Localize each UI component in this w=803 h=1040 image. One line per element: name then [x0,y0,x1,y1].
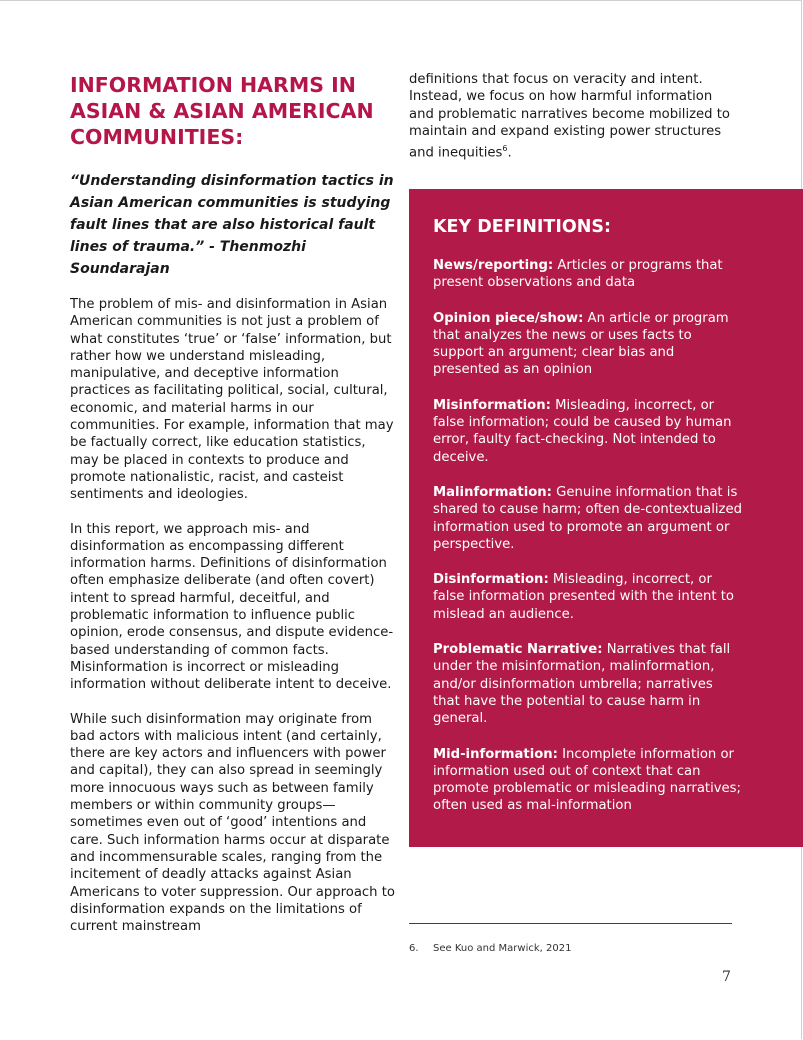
continued-paragraph-end: . [507,145,512,161]
definition-text: An article or program that analyzes the news or uses facts to support an argument; clear bias and presented as an opinion [433,310,729,378]
key-definitions-heading: KEY DEFINITIONS: [433,217,611,237]
page-number: 7 [722,969,731,985]
right-column [409,71,734,162]
definition-text: Articles or programs that present observations and data [433,258,723,291]
definition-item [433,397,743,466]
definition-term: Malinformation: [433,484,552,500]
body-paragraph: The problem of mis- and disinformation in Asian American communities is not just a problem of what constitutes ‘true’ or ‘false’ information, but rather how we understand misleading, manipulative, and deceptive information practices as facilitating political, social, cultural, economic, and material harms in our communities. For example, information that may be factually correct, like education statistics, may be placed in contexts to produce and promote nationalistic, racist, and casteist sentiments and ideologies. [70,297,394,503]
definition-item [433,310,743,379]
definition-text: Misleading, incorrect, or false information; could be caused by human error, faulty fact-checking. Not intended to deceive. [433,397,732,465]
key-definitions-box [409,189,803,847]
footnote-divider [409,923,732,924]
left-column [70,72,396,935]
footnote [409,942,571,955]
continued-paragraph-text: definitions that focus on veracity and intent. Instead, we focus on how harmful information and problematic narratives become mobilized to maintain and expand existing power structures and inequities [409,72,730,161]
footnote-reference[interactable]: 6 [502,144,508,154]
definition-item [433,746,743,815]
pull-quote: “Understanding disinformation tactics in Asian American communities is studying fault lines that are also historical fault lines of trauma.” - Thenmozhi Soundarajan [70,173,394,277]
definition-term: Disinformation: [433,572,549,588]
definition-text: Genuine information that is shared to cause harm; often de-contextualized information used to promote an argument or perspective. [433,484,742,552]
definition-term: Misinformation: [433,397,551,413]
definition-term: Opinion piece/show: [433,310,584,326]
definition-text: Incomplete information or information used out of context that can promote problematic or misleading narratives; often used as mal-information [433,746,741,814]
body-paragraph: In this report, we approach mis- and disinformation as encompassing different information harms. Definitions of disinformation often emphasize deliberate (and often covert) intent to spread harmful, deceitful, and problematic information to influence public opinion, erode consensus, and dispute evidence-based understanding of common facts. Misinformation is incorrect or misleading information without deliberate intent to deceive. [70,521,394,693]
definition-term: News/reporting: [433,258,554,273]
body-paragraph: While such disinformation may originate from bad actors with malicious intent (and certainly, there are key actors and influencers with power and capital), they can also spread in seemingly more innocuous ways such as between family members or within community groups—sometimes even out of ‘good’ intentions and care. Such information harms occur at disparate and incommensurable scales, ranging from the incitement of deadly attacks against Asian Americans to voter suppression. Our approach to disinformation expands on the limitations of current mainstream [70,711,395,935]
definition-item [433,571,743,623]
definition-term: Mid-information: [433,746,558,762]
footnote-text: See Kuo and Marwick, 2021 [433,943,572,954]
continued-paragraph [409,71,734,162]
definition-text: Misleading, incorrect, or false information presented with the intent to mislead an audience. [433,572,734,622]
definition-term: Problematic Narrative: [433,642,603,658]
page-title: INFORMATION HARMS IN ASIAN & ASIAN AMERICAN COMMUNITIES: [70,73,374,149]
footnote-number: 6. [409,943,419,954]
definition-text: Narratives that fall under the misinformation, malinformation, and/or disinformation umbrella; narratives that have the potential to cause harm in general. [433,642,731,727]
definition-item [433,641,743,727]
definition-item [433,257,743,292]
definition-item [433,484,743,553]
